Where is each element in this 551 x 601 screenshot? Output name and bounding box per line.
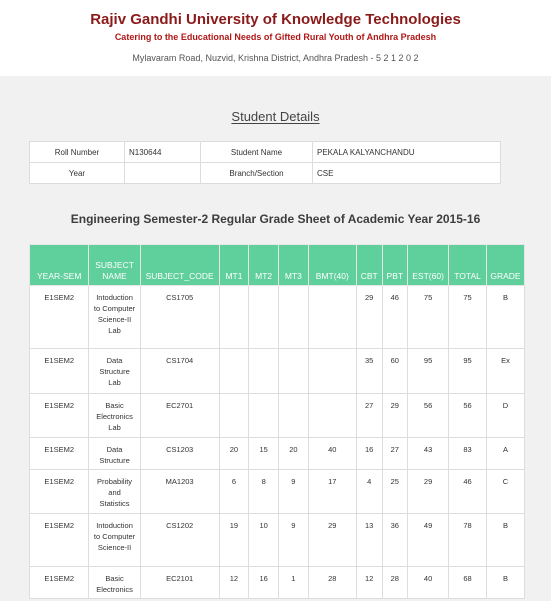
column-header: TOTAL <box>449 245 487 286</box>
table-cell: 16 <box>249 567 279 599</box>
table-cell: 15 <box>249 438 279 470</box>
table-cell: 35 <box>356 349 382 394</box>
table-cell <box>279 286 309 349</box>
column-header: GRADE <box>487 245 525 286</box>
grade-sheet-title: Engineering Semester-2 Regular Grade Sheet of Academic Year 2015-16 <box>70 212 481 226</box>
year-label: Year <box>30 163 125 184</box>
table-cell: E1SEM2 <box>30 394 89 438</box>
table-cell <box>249 349 279 394</box>
details-row-year <box>30 163 501 184</box>
roll-number-value: N130644 <box>125 142 201 163</box>
column-header: MT3 <box>279 245 309 286</box>
table-cell: MA1203 <box>140 470 219 514</box>
table-cell <box>279 394 309 438</box>
table-cell: 19 <box>219 514 249 567</box>
table-cell: 27 <box>356 394 382 438</box>
table-cell <box>219 349 249 394</box>
table-cell: 20 <box>279 438 309 470</box>
table-row <box>30 349 525 394</box>
student-details-table <box>29 141 501 184</box>
table-cell: B <box>487 286 525 349</box>
table-cell: 68 <box>449 567 487 599</box>
table-cell: 13 <box>356 514 382 567</box>
table-cell: 29 <box>308 514 356 567</box>
grade-table-header <box>30 245 525 286</box>
subject-name: Basic Electronics Lab <box>96 401 133 432</box>
table-row <box>30 567 525 599</box>
table-cell: 4 <box>356 470 382 514</box>
table-cell: E1SEM2 <box>30 567 89 599</box>
table-cell: 29 <box>408 470 449 514</box>
branch-value: CSE <box>313 163 501 184</box>
table-cell <box>249 286 279 349</box>
table-cell: 28 <box>308 567 356 599</box>
table-cell: 10 <box>249 514 279 567</box>
column-header: MT2 <box>249 245 279 286</box>
grade-sheet-table <box>29 244 525 599</box>
table-cell: E1SEM2 <box>30 349 89 394</box>
table-cell <box>89 470 140 514</box>
table-cell: 9 <box>279 470 309 514</box>
details-row-roll <box>30 142 501 163</box>
column-header: BMT(40) <box>308 245 356 286</box>
table-cell <box>308 349 356 394</box>
table-cell <box>219 286 249 349</box>
table-cell: 43 <box>408 438 449 470</box>
column-header: SUBJECT_CODE <box>140 245 219 286</box>
table-cell <box>89 286 140 349</box>
table-cell: 9 <box>279 514 309 567</box>
table-row <box>30 514 525 567</box>
table-cell: 20 <box>219 438 249 470</box>
table-cell: 40 <box>408 567 449 599</box>
table-cell: 95 <box>449 349 487 394</box>
table-cell: D <box>487 394 525 438</box>
table-cell: 8 <box>249 470 279 514</box>
table-cell: 56 <box>408 394 449 438</box>
subject-name: Basic Electronics <box>96 574 133 594</box>
table-cell: 49 <box>408 514 449 567</box>
subject-name: Intoduction to Computer Science-II Lab <box>93 293 136 335</box>
column-header: CBT <box>356 245 382 286</box>
table-cell: 29 <box>356 286 382 349</box>
table-cell <box>249 394 279 438</box>
table-cell: 16 <box>356 438 382 470</box>
table-cell: 56 <box>449 394 487 438</box>
table-cell: Ex <box>487 349 525 394</box>
table-cell <box>279 349 309 394</box>
table-cell: 1 <box>279 567 309 599</box>
table-cell: CS1202 <box>140 514 219 567</box>
table-cell: E1SEM2 <box>30 470 89 514</box>
table-cell: 83 <box>449 438 487 470</box>
university-header <box>0 0 551 76</box>
table-cell: B <box>487 514 525 567</box>
table-row <box>30 394 525 438</box>
table-cell: E1SEM2 <box>30 438 89 470</box>
table-cell: A <box>487 438 525 470</box>
table-cell: B <box>487 567 525 599</box>
table-cell: 12 <box>356 567 382 599</box>
column-header: EST(60) <box>408 245 449 286</box>
roll-number-label: Roll Number <box>30 142 125 163</box>
column-header: SUBJECT NAME <box>89 245 140 286</box>
table-cell: 12 <box>219 567 249 599</box>
table-cell: EC2701 <box>140 394 219 438</box>
table-cell: EC2101 <box>140 567 219 599</box>
table-cell <box>89 394 140 438</box>
table-row <box>30 470 525 514</box>
table-cell <box>89 514 140 567</box>
column-header: MT1 <box>219 245 249 286</box>
table-cell <box>219 394 249 438</box>
student-name-label: Student Name <box>201 142 313 163</box>
grade-table-body <box>30 286 525 599</box>
column-header: PBT <box>382 245 408 286</box>
student-details-title: Student Details <box>231 109 320 124</box>
table-cell: E1SEM2 <box>30 514 89 567</box>
table-cell: 25 <box>382 470 408 514</box>
table-cell: 60 <box>382 349 408 394</box>
university-address: Mylavaram Road, Nuzvid, Krishna District, Andhra Pradesh - 5 2 1 2 0 2 <box>132 53 419 63</box>
student-details-heading <box>0 109 551 124</box>
table-cell: 36 <box>382 514 408 567</box>
table-cell: 75 <box>449 286 487 349</box>
table-cell: 78 <box>449 514 487 567</box>
table-cell: 27 <box>382 438 408 470</box>
column-header: YEAR-SEM <box>30 245 89 286</box>
table-cell: C <box>487 470 525 514</box>
subject-name: Probability and Statistics <box>97 477 133 508</box>
table-cell: 29 <box>382 394 408 438</box>
table-row <box>30 438 525 470</box>
table-cell: CS1705 <box>140 286 219 349</box>
table-cell: 75 <box>408 286 449 349</box>
table-cell <box>89 349 140 394</box>
table-row <box>30 286 525 349</box>
table-cell <box>89 567 140 599</box>
university-tagline: Catering to the Educational Needs of Gifted Rural Youth of Andhra Pradesh <box>114 32 437 42</box>
subject-name: Data Structure Lab <box>99 356 130 387</box>
table-cell: CS1704 <box>140 349 219 394</box>
year-value <box>125 163 201 184</box>
table-cell: E1SEM2 <box>30 286 89 349</box>
university-name: Rajiv Gandhi University of Knowledge Technologies <box>90 11 461 28</box>
subject-name: Data Structure <box>99 445 130 465</box>
student-name-value: PEKALA KALYANCHANDU <box>313 142 501 163</box>
subject-name: Intoduction to Computer Science-II <box>93 521 136 552</box>
table-cell: 6 <box>219 470 249 514</box>
table-cell: 40 <box>308 438 356 470</box>
table-cell: 28 <box>382 567 408 599</box>
table-cell: CS1203 <box>140 438 219 470</box>
table-cell: 95 <box>408 349 449 394</box>
branch-label: Branch/Section <box>201 163 313 184</box>
table-cell <box>308 286 356 349</box>
table-cell <box>89 438 140 470</box>
table-cell <box>308 394 356 438</box>
table-cell: 46 <box>382 286 408 349</box>
table-cell: 46 <box>449 470 487 514</box>
table-cell: 17 <box>308 470 356 514</box>
